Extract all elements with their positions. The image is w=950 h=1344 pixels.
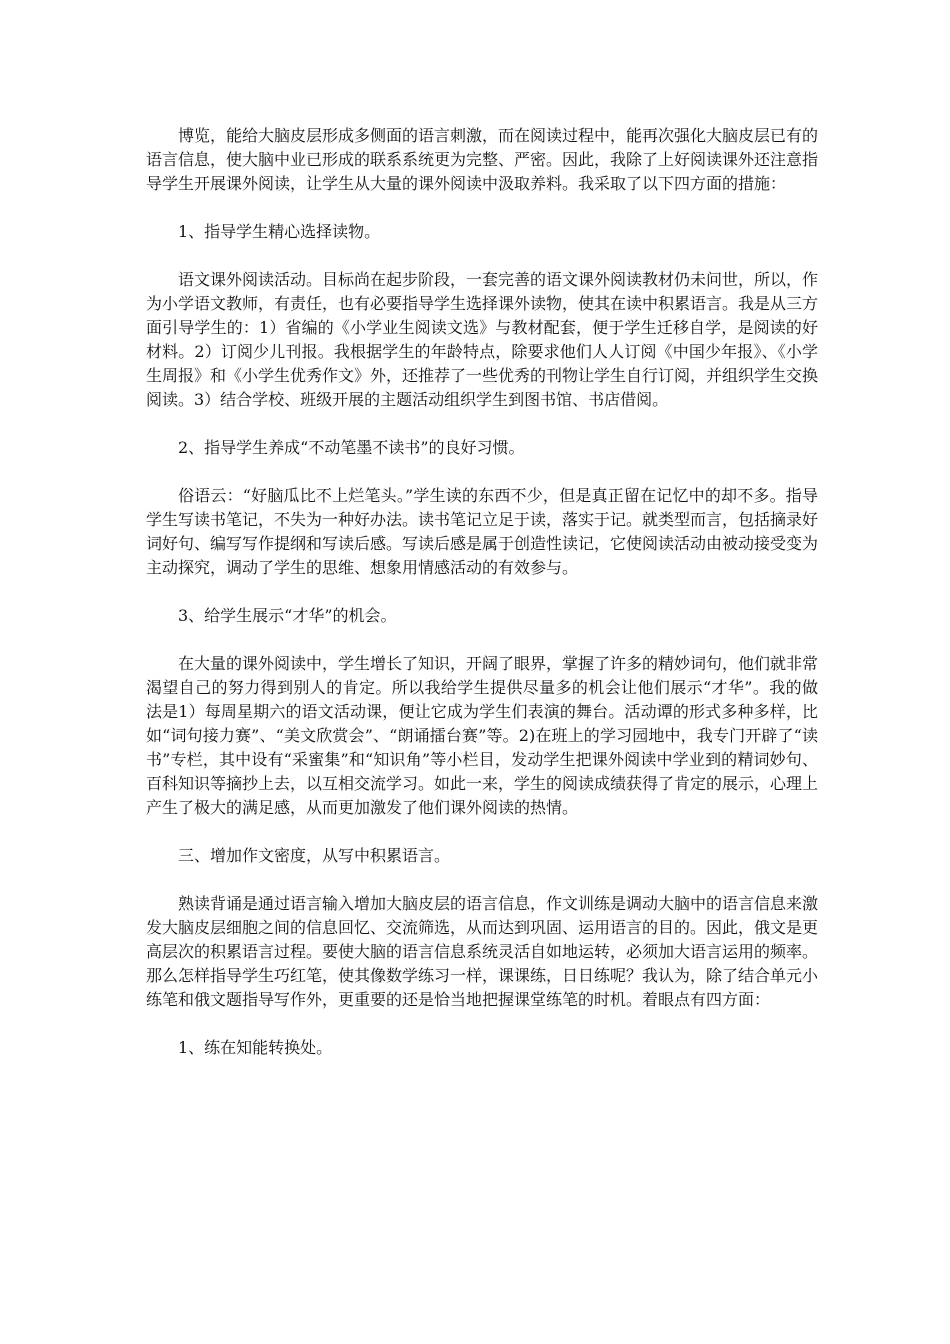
paragraph-show-talent: 在大量的课外阅读中，学生增长了知识，开阔了眼界，掌握了许多的精妙词句，他们就非常渴望自己的努力得到别人的肯定。所以我给学生提供尽量多的机会让他们展示“才华”。我的做法是1）每周星期六的语文活动课，便让它成为学生们表演的舞台。活动谭的形式多种多样，比如“词句接力赛”、“美文欣赏会”、“朗诵擂台赛”等。2)在班上的学习园地中，我专门开辟了“读书”专栏，其中设有“采蜜集”和“知识角”等小栏目，发动学生把课外阅读中学业到的精词妙句、百科知识等摘抄上去，以互相交流学习。如此一来，学生的阅读成绩获得了肯定的展示，心理上产生了极大的满足感，从而更加激发了他们课外阅读的热情。 [146, 654, 819, 817]
paragraph-writing: 熟读背诵是通过语言输入增加大脑皮层的语言信息，作文训练是调动大脑中的语言信息来激发大脑皮层细胞之间的信息回忆、交流筛选，从而达到巩固、运用语言的目的。因此，俄文是更高层次的积累语言过程。要使大脑的语言信息系统灵活自如地运转，必须加大语言运用的频率。那么怎样指导学生巧红笔，使其像数学练习一样，课课练，日日练呢？我认为，除了结合单元小练笔和俄文题指导写作外，更重要的还是恰当地把握课堂练笔的时机。着眼点有四方面： [146, 894, 819, 1009]
section-heading-show-talent: 3、给学生展示“才华”的机会。 [178, 606, 397, 625]
section-heading-reading-notes: 2、指导学生养成“不动笔墨不读书”的良好习惯。 [178, 438, 525, 457]
section-heading-knowledge-transfer: 1、练在知能转换处。 [178, 1038, 333, 1057]
document-body [146, 124, 818, 1084]
paragraph-reading-notes: 俗语云：“好脑瓜比不上烂笔头。”学生读的东西不少，但是真正留在记忆中的却不多。指导学生写读书笔记，不失为一种好办法。读书笔记立足于读，落实于记。就类型而言，包括摘录好词好句、编写写作提纲和写读后感。写读后感是属于创造性读记，它使阅读活动由被动接受变为主动探究，调动了学生的思维、想象用情感活动的有效参与。 [146, 486, 819, 577]
section-heading-choose-reading: 1、指导学生精心选择读物。 [178, 222, 381, 241]
paragraph-intro: 博览，能给大脑皮层形成多侧面的语言刺激，而在阅读过程中，能再次强化大脑皮层已有的语言信息，使大脑中业已形成的联系系统更为完整、严密。因此，我除了上好阅读课外还注意指导学生开展课外阅读，让学生从大量的课外阅读中汲取养料。我采取了以下四方面的措施： [146, 126, 819, 193]
section-heading-writing: 三、增加作文密度，从写中积累语言。 [178, 846, 451, 865]
paragraph-choose-reading: 语文课外阅读活动。目标尚在起步阶段，一套完善的语文课外阅读教材仍未问世，所以，作为小学语文教师，有责任，也有必要指导学生选择课外读物，使其在读中积累语言。我是从三方面引导学生的：1）省编的《小学业生阅读文选》与教材配套，便于学生迁移自学，是阅读的好材料。2）订阅少儿刊报。我根据学生的年龄特点，除要求他们人人订阅《中国少年报》、《小学生周报》和《小学生优秀作文》外，还推荐了一些优秀的刊物让学生自行订阅，并组织学生交换阅读。3）结合学校、班级开展的主题活动组织学生到图书馆、书店借阅。 [146, 270, 819, 409]
